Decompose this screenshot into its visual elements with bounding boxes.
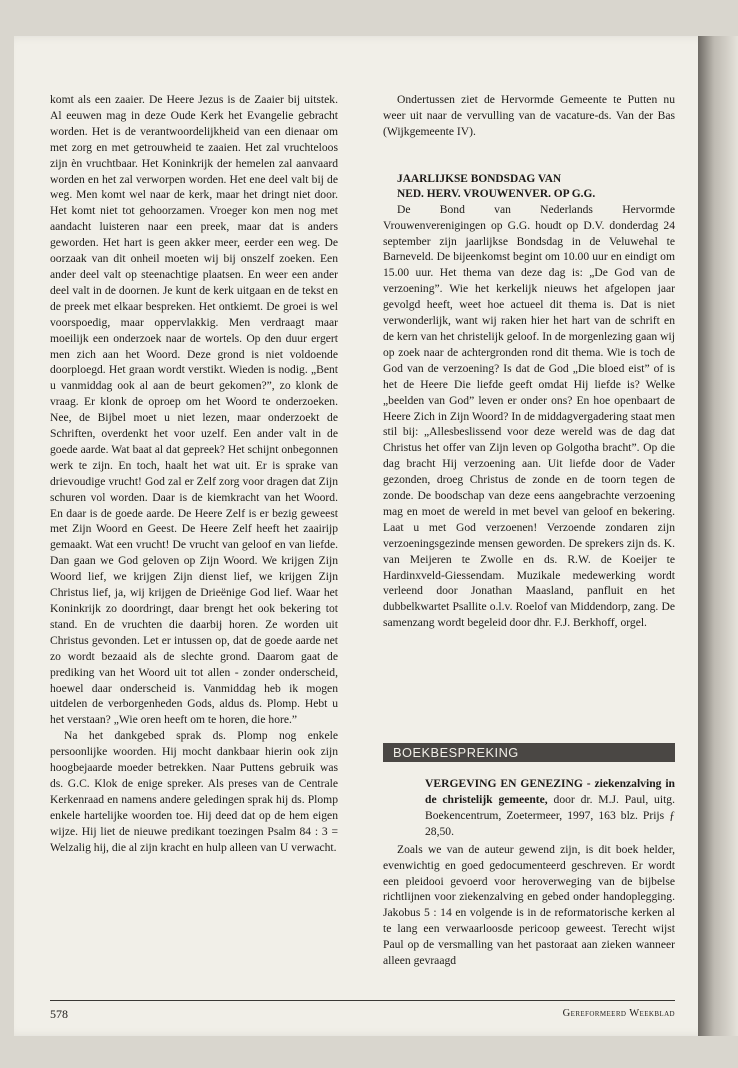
article-heading-line-1: JAARLIJKSE BONDSDAG VAN [397,172,562,185]
sermon-paragraph: komt als een zaaier. De Heere Jezus is de Zaaier bij uitstek. Al eeuwen mag in deze Oude Kerk het Evangelie gebracht worden. Het is de verantwoordelijkheid van een dienaar om met zorg en met getrouwheid te zaaien. Het zal vruchteloos zijn èn vruchtbaar. Het Koninkrijk der hemelen zal aanvaard worden en het zal verworpen worden. Het ene deel valt bij de weg. Men komt wel naar de kerk, maar het dringt niet door. Het komt niet tot gehoorzamen. Vroeger kon men nog met aandacht luisteren naar een preek, maar dat is anders geworden. Het hart is geen akker meer, eerder een weg. De oorzaak van dit onheil moeten wij bij onszelf zoeken. Een ander deel valt op steenachtige plaatsen. En weer een ander deel valt in de doornen. Je kunt de kerk uitgaan en de tekst en de preek met elkaar bespreken. Het ontkiemt. De groei is wel voorspoedig, maar oppervlakkig. Men verdraagt maar moeilijk een onderzoek naar de wortels. Op den duur ergert men zich aan het Woord. Deze grond is niet voldoende doorploegd. Het graan wordt verstikt. Wieden is nodig. „Bent u vanmiddag ook al aan de beurt gekomen?”, zo klonk de vraag. Er klonk de oproep om het Woord te onderzoeken. Nee, de Bijbel moet u niet lezen, maar onderzoekt de Schriften, overdenkt het voor uzelf. Een ander valt in de goede aarde. Wat baat al dat gepreek? Het schijnt onbegonnen werk te zijn. En toch, haalt het wat uit. Er is sprake van drievoudige vrucht! God zal er Zelf zorg voor dragen dat Zijn schuren vol worden. Daar is de kiemkracht van het Woord. En daar is de goede aarde. De Heere Zelf is er bezig geweest met Zijn Woord en Geest. De Heere Zelf heeft het zaairijp gemaakt. Wat een vrucht! De vrucht van geloof en van liefde. Dan gaan we God geloven op Zijn Woord. We krijgen Zijn Woord lief, we krijgen Zijn dienst lief, we krijgen Zijn Christus lief, ja, wij krijgen de Drieënige God lief. Waar het Koninkrijk zo doordringt, daar brengt het ook bekering tot stand. En de vruchten die daarbij horen. Ze worden uit Christus gevonden. Let er intussen op, dat de goede aarde net zo wordt bezaaid als de slechte grond. Daarom gaat de prediking van het Woord uit tot allen - zonder onderscheid, hoewel daar onderscheid is. Vanmiddag heb ik mogen uitdelen de verborgenheden Gods, aldus ds. Plomp. Hebt u het verstaan? „Wie oren heeft om te horen, die hore.” [50,93,338,727]
book-details: door dr. M.J. Paul, uitg. Boekencentrum, Zoetermeer, 1997, 163 blz. Prijs ƒ 28,50. [425,793,675,838]
book-review-header [383,776,675,840]
book-spine [698,36,738,1036]
footer-rule [50,1000,675,1001]
vacancy-paragraph: Ondertussen ziet de Hervormde Gemeente te Putten nu weer uit naar de vervulling van de vacature-ds. Van der Bas (Wijkgemeente IV). [383,93,675,138]
sermon-closing-paragraph: Na het dankgebed sprak ds. Plomp nog enkele persoonlijke woorden. Hij mocht dankbaar hierin ook zijn hoogbejaarde moeder betrekken. Naar Puttens gebruik was ds. G.C. Klok de enige spreker. Als preses van de Centrale Kerkenraad en namens andere geledingen sprak hij ds. Plomp enkele hartelijke woorden toe. Hij deed dat op de hem eigen wijze. Hij liet de nieuwe predikant toezingen Psalm 84 : 3 = Welzalig hij, die al zijn kracht en hulp alleen van U verwacht. [50,729,338,854]
book-review-text: Zoals we van de auteur gewend zijn, is dit boek helder, evenwichtig en goed gedocumenteerd geschreven. Er wordt een pleidooi gevoerd voor heroverweging van de bijbelse richtlijnen voor ziekenzalving en gebed onder handoplegging. Jakobus 5 : 14 en volgende is in de reformatorische kerken al te lang een verwaarloosde pericoop geweest. Terecht wijst Paul op de versmalling van het pastoraat aan zieken wanneer alleen gevraagd [383,842,675,968]
magazine-name: Gereformeerd Weekblad [562,1008,675,1019]
right-column [383,92,675,969]
article-heading-line-2: NED. HERV. VROUWENVER. OP G.G. [397,187,596,200]
left-column [50,92,338,856]
section-banner: BOEKBESPREKING [383,743,675,762]
book-title: VERGEVING EN GENEZING - ziekenzalving in de christelijk gemeente, [425,777,675,806]
bondsdag-paragraph: De Bond van Nederlands Hervormde Vrouwenverenigingen op G.G. houdt op D.V. donderdag 24 september zijn jaarlijkse Bondsdag in de Veluwehal te Barneveld. De bijeenkomst begint om 10.00 uur en eindigt om 15.00 uur. Het thema van deze dag is: „De God van de verzoening”. Wie het kerkelijk nieuws het afgelopen jaar gevolgd heeft, weet hoe actueel dit thema is. Dat is niet verwonderlijk, want wij raken hier het hart van de schrift en de kern van het christelijk geloof. In de morgenlezing gaan wij op zoek naar de achtergronden rond dit thema. Wie is toch de God van de verzoening? Is dat de God „Die bloed eist” of is het de Heere Die liefde geeft omdat Hij liefde is? Welke „beelden van God” leven er onder ons? En hoe openbaart de Heere Zich in Zijn Woord? In de middagvergadering staat men stil bij: „Allesbeslissend voor deze wereld was de dag dat Christus het offer van Zijn leven op Golgotha bracht”. Op die dag bracht Hij verzoening aan. Uit liefde door de Vader gezonden, droeg Christus de zonde en de toorn tegen de zonde. De boodschap van deze eens aangebrachte verzoening mag en moet de wereld in met bevel van geloof en bekering. Laat u met God verzoenen! Verzoende zondaren zijn verzoeningsgezinde mensen geworden. De sprekers zijn ds. K. van Meijeren te Zwolle en ds. R.W. de Koeijer te Hardinxveld-Giessendam. Muzikale medewerking wordt verleend door Jonathan Maasland, panfluit en het dubbelkwartet Psallite o.l.v. Roelof van Middendorp, zang. De samenzang wordt begeleid door dhr. F.J. Berkhoff, orgel. [383,202,675,630]
page-number: 578 [50,1007,68,1021]
